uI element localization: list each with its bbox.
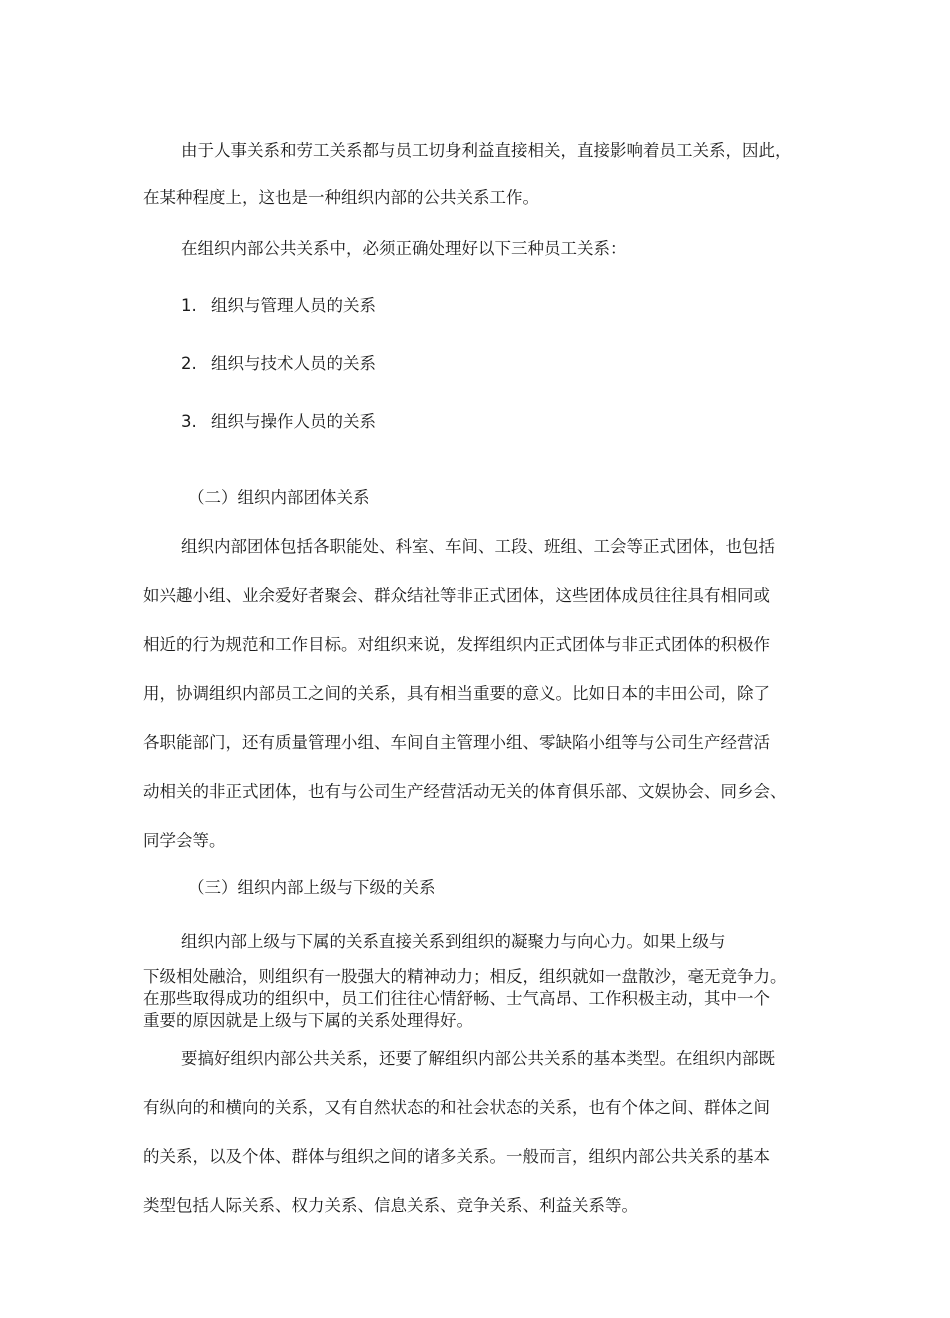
section3-line: 在那些取得成功的组织中，员工们往往心情舒畅、士气高昂、工作积极主动，其中一个 bbox=[143, 989, 770, 1008]
final-para-line: 的关系，以及个体、群体与组织之间的诸多关系。一般而言，组织内部公共关系的基本 bbox=[143, 1147, 770, 1166]
list-number: 3. bbox=[181, 412, 197, 431]
section3-line: 组织内部上级与下属的关系直接关系到组织的凝聚力与向心力。如果上级与 bbox=[181, 932, 726, 951]
list-number: 2. bbox=[181, 354, 197, 373]
list-item bbox=[181, 353, 376, 375]
section2-line: 各职能部门，还有质量管理小组、车间自主管理小组、零缺陷小组等与公司生产经营活 bbox=[143, 733, 770, 752]
para1-line1: 由于人事关系和劳工关系都与员工切身利益直接相关，直接影响着员工关系，因此， bbox=[181, 141, 792, 160]
section2-line: 用，协调组织内部员工之间的关系，具有相当重要的意义。比如日本的丰田公司，除了 bbox=[143, 684, 770, 703]
para1-line2: 在某种程度上，这也是一种组织内部的公共关系工作。 bbox=[143, 188, 539, 207]
list-text: 组织与管理人员的关系 bbox=[211, 296, 376, 315]
section3-heading: （三）组织内部上级与下级的关系 bbox=[188, 878, 436, 897]
list-item bbox=[181, 411, 376, 433]
list-item bbox=[181, 295, 376, 317]
section2-line: 同学会等。 bbox=[143, 831, 226, 850]
final-para-line: 类型包括人际关系、权力关系、信息关系、竞争关系、利益关系等。 bbox=[143, 1196, 638, 1215]
section2-line: 动相关的非正式团体，也有与公司生产经营活动无关的体育俱乐部、文娱协会、同乡会、 bbox=[143, 782, 787, 801]
section2-line: 相近的行为规范和工作目标。对组织来说，发挥组织内正式团体与非正式团体的积极作 bbox=[143, 635, 770, 654]
list-number: 1. bbox=[181, 296, 197, 315]
list-text: 组织与操作人员的关系 bbox=[211, 412, 376, 431]
section3-line: 重要的原因就是上级与下属的关系处理得好。 bbox=[143, 1011, 473, 1030]
section2-line: 组织内部团体包括各职能处、科室、车间、工段、班组、工会等正式团体，也包括 bbox=[181, 537, 775, 556]
list-text: 组织与技术人员的关系 bbox=[211, 354, 376, 373]
section2-heading: （二）组织内部团体关系 bbox=[188, 488, 370, 507]
final-para-line: 要搞好组织内部公共关系，还要了解组织内部公共关系的基本类型。在组织内部既 bbox=[181, 1049, 775, 1068]
section2-line: 如兴趣小组、业余爱好者聚会、群众结社等非正式团体，这些团体成员往往具有相同或 bbox=[143, 586, 770, 605]
section3-line: 下级相处融洽，则组织有一股强大的精神动力；相反，组织就如一盘散沙，毫无竞争力。 bbox=[143, 967, 787, 986]
final-para-line: 有纵向的和横向的关系，又有自然状态的和社会状态的关系，也有个体之间、群体之间 bbox=[143, 1098, 770, 1117]
para2: 在组织内部公共关系中，必须正确处理好以下三种员工关系： bbox=[181, 239, 627, 258]
